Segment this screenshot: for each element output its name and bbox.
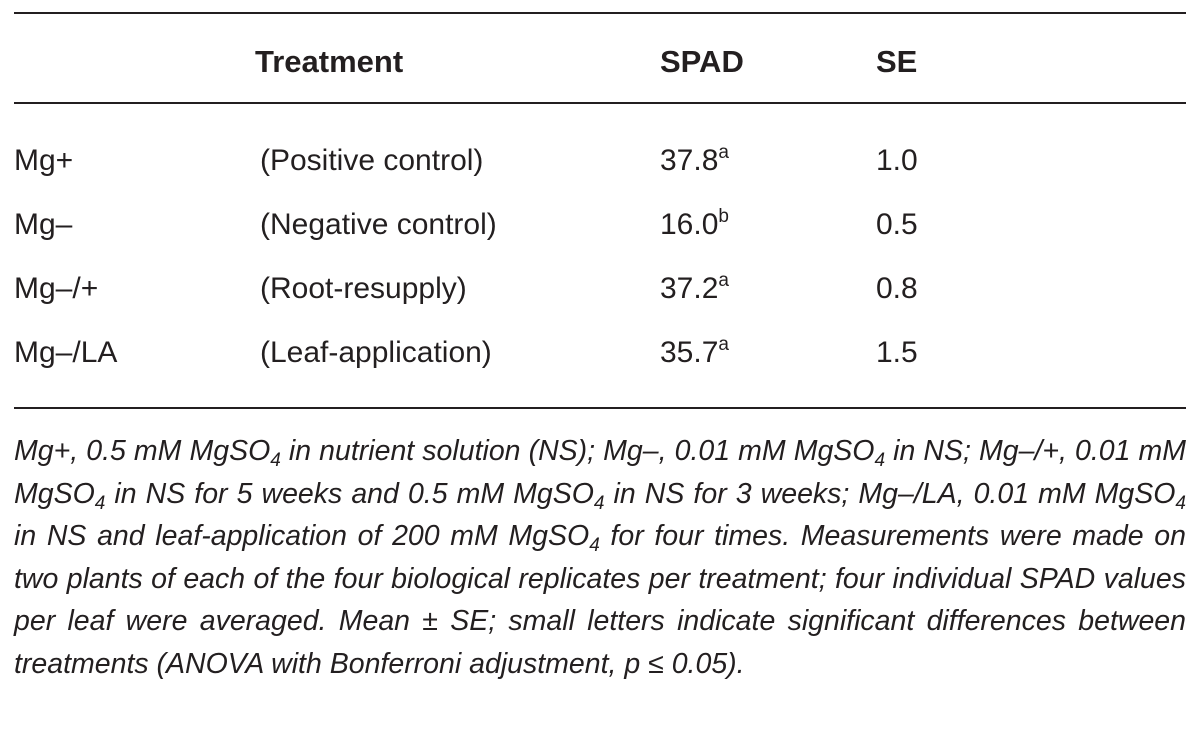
- row-group: Mg–/+: [14, 272, 99, 305]
- row-se: 0.8: [876, 272, 918, 305]
- header-spad: SPAD: [660, 44, 744, 79]
- row-se: 1.0: [876, 144, 918, 177]
- row-group: Mg–/LA: [14, 336, 118, 369]
- row-se: 0.5: [876, 208, 918, 241]
- row-group: Mg–: [14, 208, 73, 241]
- header-rule: [14, 102, 1186, 104]
- header-treatment: Treatment: [255, 44, 404, 79]
- significance-letter: a: [718, 270, 729, 291]
- row-spad: 16.0$^b$: [660, 206, 729, 241]
- row-treatment: (Positive control): [260, 144, 484, 177]
- row-spad: 37.8$^a$: [660, 142, 729, 177]
- row-treatment: (Root-resupply): [260, 272, 467, 305]
- row-treatment: (Negative control): [260, 208, 497, 241]
- bottom-rule: [14, 407, 1186, 409]
- significance-letter: a: [718, 334, 729, 355]
- header-se: SE: [876, 44, 918, 79]
- top-rule: [14, 12, 1186, 14]
- table-footnote: Mg+, 0.5 mM MgSO$_4$ in nutrient solution (NS); Mg–, 0.01 mM MgSO$_4$ in NS; Mg–/+, 0.01 mM MgSO$_4$ in NS for 5 weeks and 0.5 mM MgSO$_4$ in NS for 3 weeks; Mg–/LA, 0.01 mM MgSO$_4$ in NS and leaf-application of 200 mM MgSO$_4$ for four times. Measurements were made on two plants of each of the four biological replicates per treatment; four individual SPAD values per leaf were averaged. Mean ± SE; small letters indicate significant differences between treatments (ANOVA with Bonferroni adjustment, p ≤ 0.05).: [14, 435, 1186, 680]
- row-spad: 37.2$^a$: [660, 270, 729, 305]
- row-treatment: (Leaf-application): [260, 336, 492, 369]
- significance-letter: b: [718, 206, 729, 227]
- row-se: 1.5: [876, 336, 918, 369]
- row-spad: 35.7$^a$: [660, 334, 729, 369]
- row-group: Mg+: [14, 144, 74, 177]
- significance-letter: a: [718, 142, 729, 163]
